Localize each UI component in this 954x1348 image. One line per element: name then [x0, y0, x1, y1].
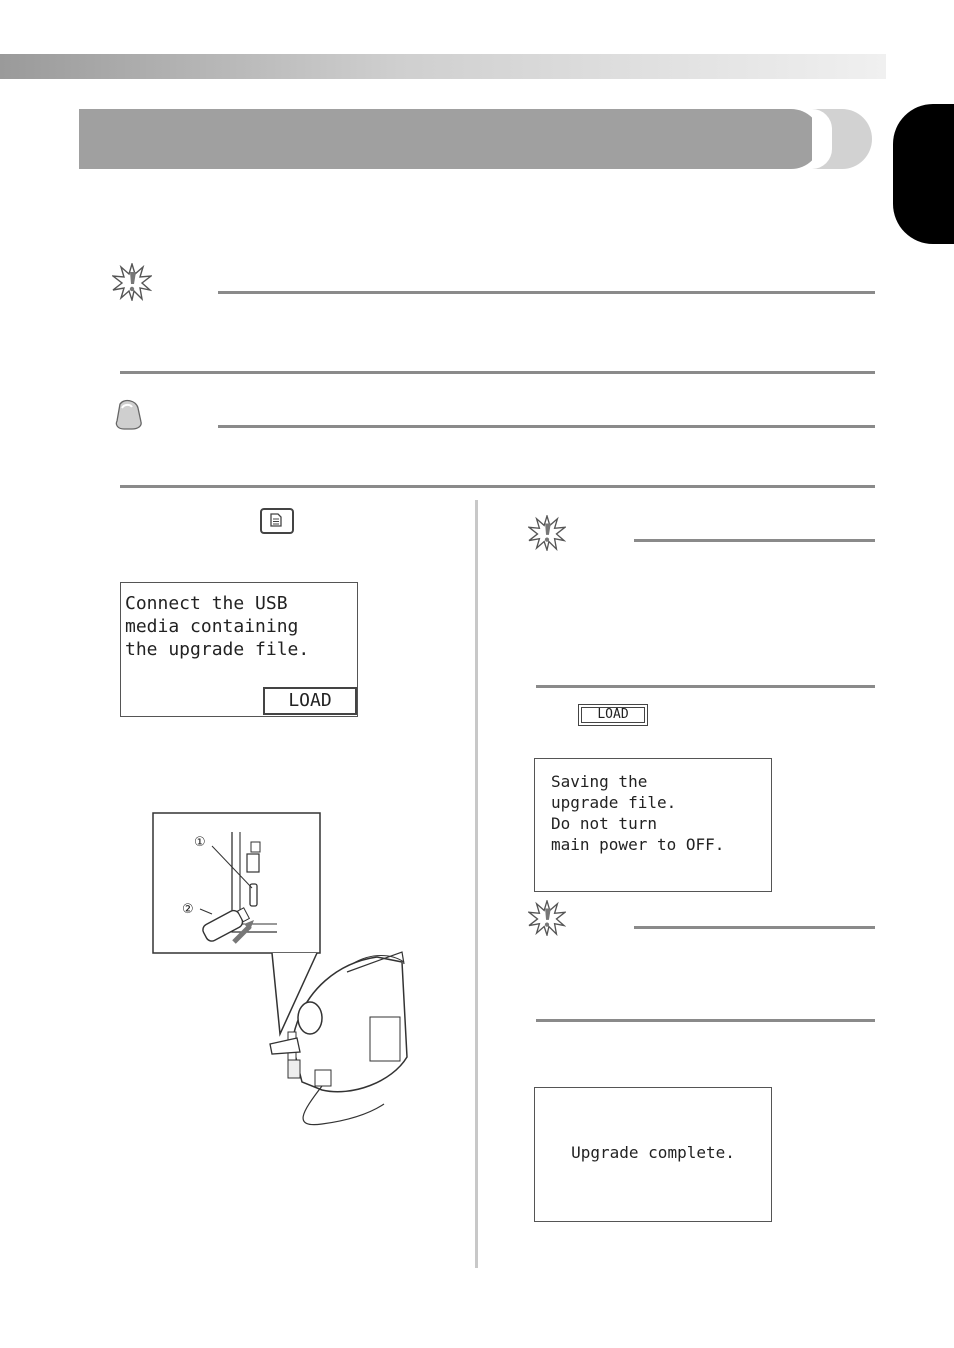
lcd-connect-screen [120, 582, 358, 717]
screen-line: Upgrade complete. [571, 1143, 735, 1162]
note-bottom-rule [536, 1019, 875, 1022]
file-key-icon[interactable] [260, 508, 294, 534]
screen-line: upgrade file. [551, 793, 677, 812]
lcd-saving-screen [534, 758, 772, 892]
load-button[interactable]: LOAD [263, 687, 357, 715]
chapter-side-tab [893, 104, 954, 244]
callout-2: ② [182, 902, 194, 917]
memo-top-rule [218, 425, 875, 428]
note-top-rule [218, 291, 875, 294]
lcd-complete-screen [534, 1087, 772, 1222]
inline-load-button[interactable]: LOAD [578, 704, 648, 726]
screen-line: Do not turn [551, 814, 657, 833]
callout-1: ① [194, 835, 206, 850]
screen-line: Connect the USB [125, 593, 288, 614]
note-top-rule [634, 539, 875, 542]
screen-line: the upgrade file. [125, 639, 310, 660]
usb-insert-illustration [152, 812, 412, 1137]
screen-line: main power to OFF. [551, 835, 725, 854]
section-title-bar [79, 109, 821, 169]
note-starburst-icon [528, 900, 566, 936]
column-divider [475, 500, 478, 1268]
note-bottom-rule [536, 685, 875, 688]
note-top-rule [634, 926, 875, 929]
note-starburst-icon [112, 263, 152, 301]
note-bottom-rule [120, 371, 875, 374]
header-gradient-band [0, 54, 886, 79]
screen-line: Saving the [551, 772, 648, 791]
screen-line: media containing [125, 616, 299, 637]
memo-bottom-rule [120, 485, 875, 488]
memo-bell-icon [114, 398, 144, 432]
note-starburst-icon [528, 515, 566, 551]
